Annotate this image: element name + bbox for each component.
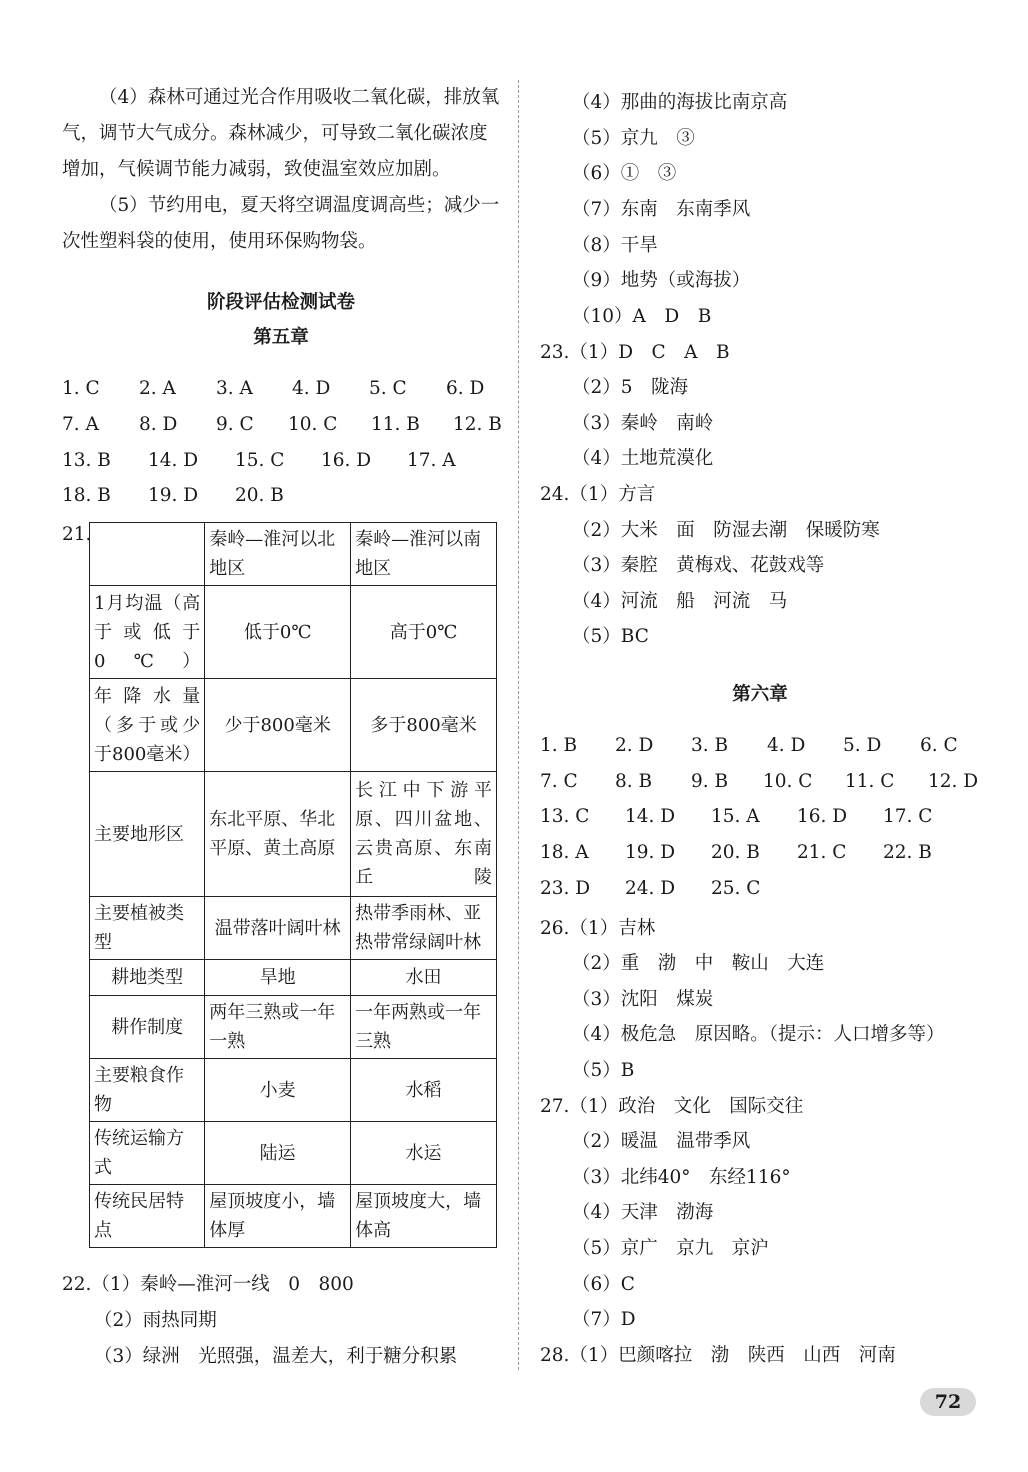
table-row-label: 主要地形区 (90, 772, 205, 897)
mc-answer: 6. D (446, 378, 485, 399)
answer-line: （4）极危急 原因略。（提示：人口增多等） (572, 1024, 945, 1045)
table-cell: 高于0℃ (351, 586, 497, 679)
answer-line: （4）土地荒漠化 (572, 448, 714, 469)
mc-answer: 14. D (625, 806, 676, 827)
mc-answer: 11. B (371, 414, 420, 435)
answer-line: （2）雨热同期 (94, 1310, 217, 1331)
mc-answer: 20. B (711, 842, 760, 863)
table-cell: 屋顶坡度大，墙体高 (351, 1185, 497, 1248)
mc-answer: 15. C (235, 450, 285, 471)
table-cell: 一年两熟或一年三熟 (351, 996, 497, 1059)
answer-line: （3）北纬40° 东经116° (572, 1167, 791, 1188)
answer-line: （5）京广 京九 京沪 (572, 1238, 769, 1259)
table-header-north: 秦岭—淮河以北地区 (205, 523, 351, 586)
mc-answer: 8. B (615, 771, 653, 792)
table-cell: 小麦 (205, 1059, 351, 1122)
mc-answer: 16. D (321, 450, 372, 471)
mc-answer: 15. A (711, 806, 760, 827)
test-title: 阶段评估检测试卷 (206, 292, 355, 313)
table-cell: 水稻 (351, 1059, 497, 1122)
page-number: 72 (920, 1388, 976, 1416)
answer-line: （3）秦岭 南岭 (572, 413, 714, 434)
answer-line: （3）绿洲 光照强，温差大，利于糖分积累 (94, 1346, 458, 1367)
answer-line: 23.（1）D C A B (540, 342, 730, 363)
mc-answer: 3. B (691, 735, 729, 756)
answer-line: 22.（1）秦岭—淮河一线 0 800 (62, 1274, 354, 1295)
chapter-5-title: 第五章 (253, 327, 309, 348)
answer-line: （4）河流 船 河流 马 (572, 591, 788, 612)
table-cell (90, 523, 205, 586)
table-cell: 热带季雨林、亚热带常绿阔叶林 (351, 897, 497, 960)
mc-answer: 7. A (62, 414, 99, 435)
table-header-south: 秦岭—淮河以南地区 (351, 523, 497, 586)
table-row (90, 679, 497, 772)
table-row-label: 年降水量（多于或少于800毫米） (90, 679, 205, 772)
table-cell: 东北平原、华北平原、黄土高原 (205, 772, 351, 897)
mc-answer: 17. A (407, 450, 456, 471)
mc-answer: 21. C (797, 842, 847, 863)
mc-answer: 2. D (615, 735, 654, 756)
table-cell: 多于800毫米 (351, 679, 497, 772)
table-row (90, 1122, 497, 1185)
table-cell: 水田 (351, 960, 497, 996)
answer-line: （2）5 陇海 (572, 377, 689, 398)
mc-answer: 12. D (928, 771, 979, 792)
mc-answer: 5. D (843, 735, 882, 756)
mc-answer: 1. B (540, 735, 578, 756)
table-row (90, 1185, 497, 1248)
answer-paragraph-4: （4）森林可通过光合作用吸收二氧化碳，排放氧气，调节大气成分。森林减少，可导致二氧化碳浓度增加，气候调节能力减弱，致使温室效应加剧。 (62, 87, 500, 180)
table-cell: 屋顶坡度小，墙体厚 (205, 1185, 351, 1248)
mc-answer: 3. A (216, 378, 253, 399)
answer-line: （10）A D B (572, 306, 712, 327)
mc-answer: 18. A (540, 842, 589, 863)
mc-answer: 14. D (148, 450, 199, 471)
answer-line: （5）B (572, 1060, 635, 1081)
mc-answer: 17. C (883, 806, 933, 827)
answer-line: 26.（1）吉林 (540, 918, 656, 939)
mc-answer: 7. C (540, 771, 578, 792)
chapter-6-title: 第六章 (732, 684, 788, 705)
answer-line: （5）京九 ③ (572, 128, 695, 149)
table-cell: 长江中下游平原、四川盆地、云贵高原、东南丘陵 (351, 772, 497, 897)
mc-answer: 2. A (139, 378, 176, 399)
mc-answer: 13. B (62, 450, 111, 471)
table-row-label: 主要粮食作物 (90, 1059, 205, 1122)
table-row-label: 传统运输方式 (90, 1122, 205, 1185)
answer-line: （9）地势（或海拔） (572, 270, 751, 291)
answer-line: （4）天津 渤海 (572, 1202, 714, 1223)
mc-answer: 1. C (62, 378, 100, 399)
table-row-label: 主要植被类型 (90, 897, 205, 960)
answer-line: （4）那曲的海拔比南京高 (572, 92, 788, 113)
answer-line: （7）D (572, 1309, 636, 1330)
mc-answer: 10. C (763, 771, 813, 792)
mc-answer: 11. C (845, 771, 895, 792)
answer-line: （6）C (572, 1274, 635, 1295)
table-row (90, 897, 497, 960)
mc-answer: 5. C (369, 378, 407, 399)
mc-answer: 9. C (216, 414, 254, 435)
table-row-label: 1月均温（高于或低于0℃） (90, 586, 205, 679)
answer-line: （3）秦腔 黄梅戏、花鼓戏等 (572, 555, 825, 576)
table-cell: 水运 (351, 1122, 497, 1185)
answer-line: 24.（1）方言 (540, 484, 656, 505)
answer-line: （3）沈阳 煤炭 (572, 989, 714, 1010)
answer-line: 27.（1）政治 文化 国际交往 (540, 1096, 804, 1117)
table-row (90, 772, 497, 897)
mc-answer: 6. C (920, 735, 958, 756)
table-cell: 旱地 (205, 960, 351, 996)
mc-answer: 10. C (288, 414, 338, 435)
answer-line: （2）大米 面 防湿去潮 保暖防寒 (572, 520, 880, 541)
table-cell: 两年三熟或一年一熟 (205, 996, 351, 1059)
mc-answer: 4. D (767, 735, 806, 756)
answer-line: （2）重 渤 中 鞍山 大连 (572, 953, 825, 974)
mc-answer: 22. B (883, 842, 932, 863)
mc-answer: 23. D (540, 878, 591, 899)
mc-answer: 4. D (292, 378, 331, 399)
answer-paragraph-5: （5）节约用电，夏天将空调温度调高些；减少一次性塑料袋的使用，使用环保购物袋。 (62, 195, 500, 252)
mc-answer: 12. B (453, 414, 502, 435)
table-cell: 低于0℃ (205, 586, 351, 679)
north-south-comparison-table (89, 522, 497, 1248)
mc-answer: 24. D (625, 878, 676, 899)
answer-line: （6）① ③ (572, 163, 677, 184)
mc-answer: 19. D (625, 842, 676, 863)
table-cell: 少于800毫米 (205, 679, 351, 772)
table-row (90, 586, 497, 679)
answer-line: （7）东南 东南季风 (572, 199, 751, 220)
table-header-row (90, 523, 497, 586)
mc-answer: 8. D (139, 414, 178, 435)
answer-line: （5）BC (572, 626, 649, 647)
table-row (90, 1059, 497, 1122)
answer-line: 28.（1）巴颜喀拉 渤 陕西 山西 河南 (540, 1345, 896, 1366)
mc-answer: 13. C (540, 806, 590, 827)
table-row-label: 耕地类型 (90, 960, 205, 996)
answer-line: （8）干旱 (572, 235, 658, 256)
table-row (90, 960, 497, 996)
mc-answer: 25. C (711, 878, 761, 899)
mc-answer: 9. B (691, 771, 729, 792)
mc-answer: 18. B (62, 485, 111, 506)
question-21-number: 21. (62, 524, 92, 545)
table-row-label: 传统民居特点 (90, 1185, 205, 1248)
table-cell: 陆运 (205, 1122, 351, 1185)
mc-answer: 16. D (797, 806, 848, 827)
table-cell: 温带落叶阔叶林 (205, 897, 351, 960)
table-row (90, 996, 497, 1059)
answer-line: （2）暖温 温带季风 (572, 1131, 751, 1152)
table-row-label: 耕作制度 (90, 996, 205, 1059)
mc-answer: 20. B (235, 485, 284, 506)
column-divider (518, 80, 519, 1370)
mc-answer: 19. D (148, 485, 199, 506)
